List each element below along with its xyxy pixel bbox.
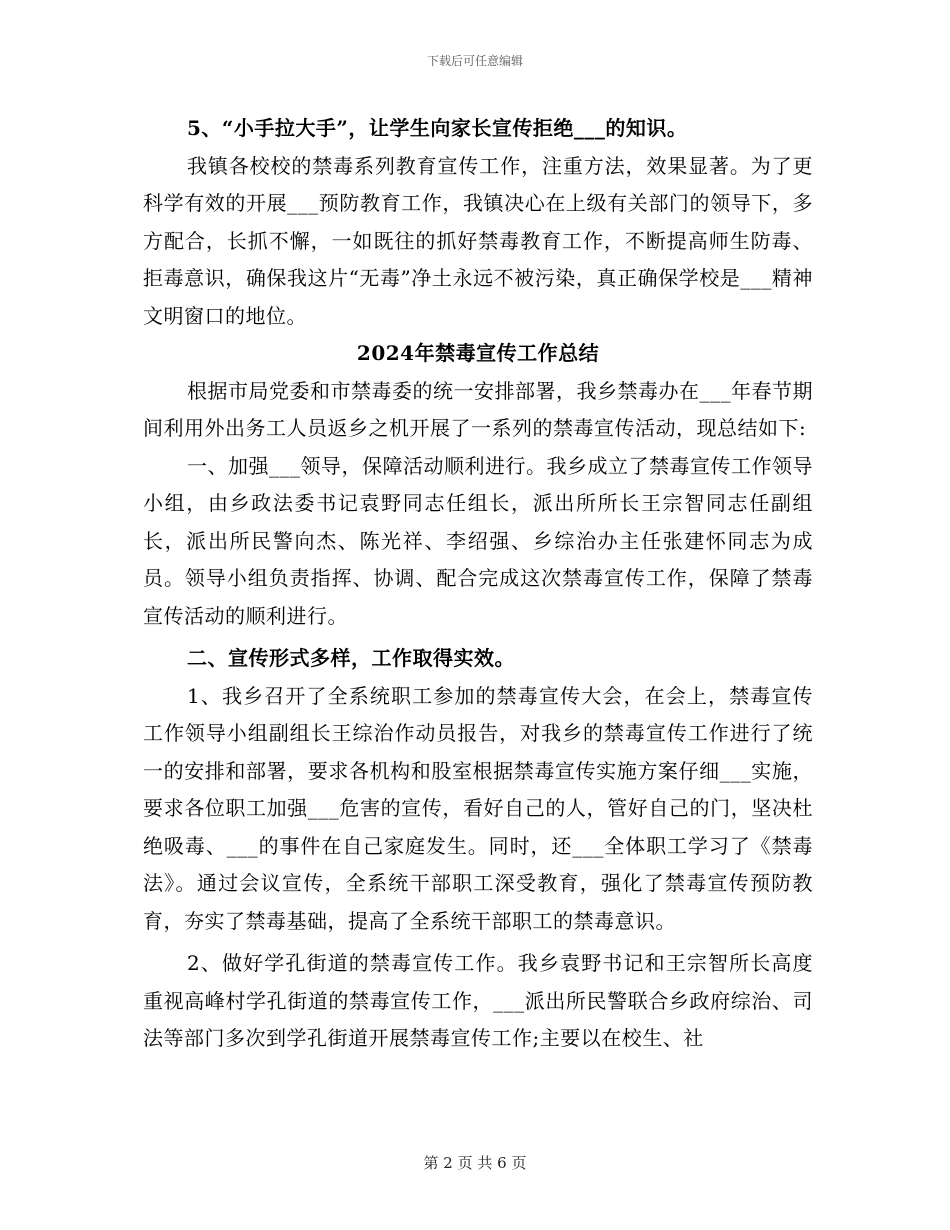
section-heading-2: 二、宣传形式多样，工作取得实效。 [187,646,515,670]
document-title: 2024年禁毒宣传工作总结 [356,341,600,365]
paragraph-item-5: 5、“小手拉大手”，让学生向家长宣传拒绝___的知识。 [187,116,688,140]
page-header: 下载后可任意编辑 [426,54,523,68]
paragraph-item-2: 2、做好学孔街道的禁毒宣传工作。我乡袁野书记和王宗智所长高度重视高峰村学孔街道的禁毒宣传工作，___派出所民警联合乡政府综治、司法等部门多次到学孔街道开展禁毒宣传工作;主要以在校生、社 [143,951,813,1050]
paragraph-item-1: 1、我乡召开了全系统职工参加的禁毒宣传大会，在会上，禁毒宣传工作领导小组副组长王综治作动员报告，对我乡的禁毒宣传工作进行了统一的安排和部署，要求各机构和股室根据禁毒宣传实施方案仔细___实施，要求各位职工加强___危害的宣传，看好自己的人，管好自己的门，坚决杜绝吸毒、___的事件在自己家庭发生。同时，还___全体职工学习了《禁毒法》。通过会议宣传，全系统干部职工深受教育，强化了禁毒宣传预防教育，夯实了禁毒基础，提高了全系统干部职工的禁毒意识。 [143,683,813,933]
page-footer: 第 2 页 共 6 页 [423,1154,527,1172]
document-body [143,110,813,1058]
paragraph-section-1: 一、加强___领导，保障活动顺利进行。我乡成立了禁毒宣传工作领导小组，由乡政法委书记袁野同志任组长，派出所所长王宗智同志任副组长，派出所民警向杰、陈光祥、李绍强、乡综治办主任张建怀同志为成员。领导小组负责指挥、协调、配合完成这次禁毒宣传工作，保障了禁毒宣传活动的顺利进行。 [143,453,813,628]
paragraph-school-education: 我镇各校校的禁毒系列教育宣传工作，注重方法，效果显著。为了更科学有效的开展___预防教育工作，我镇决心在上级有关部门的领导下，多方配合，长抓不懈，一如既往的抓好禁毒教育工作，不断提高师生防毒、拒毒意识，确保我这片“无毒”净土永远不被污染，真正确保学校是___精神文明窗口的地位。 [143,153,813,328]
paragraph-intro: 根据市局党委和市禁毒委的统一安排部署，我乡禁毒办在___年春节期间利用外出务工人员返乡之机开展了一系列的禁毒宣传活动，现总结如下: [143,378,813,440]
